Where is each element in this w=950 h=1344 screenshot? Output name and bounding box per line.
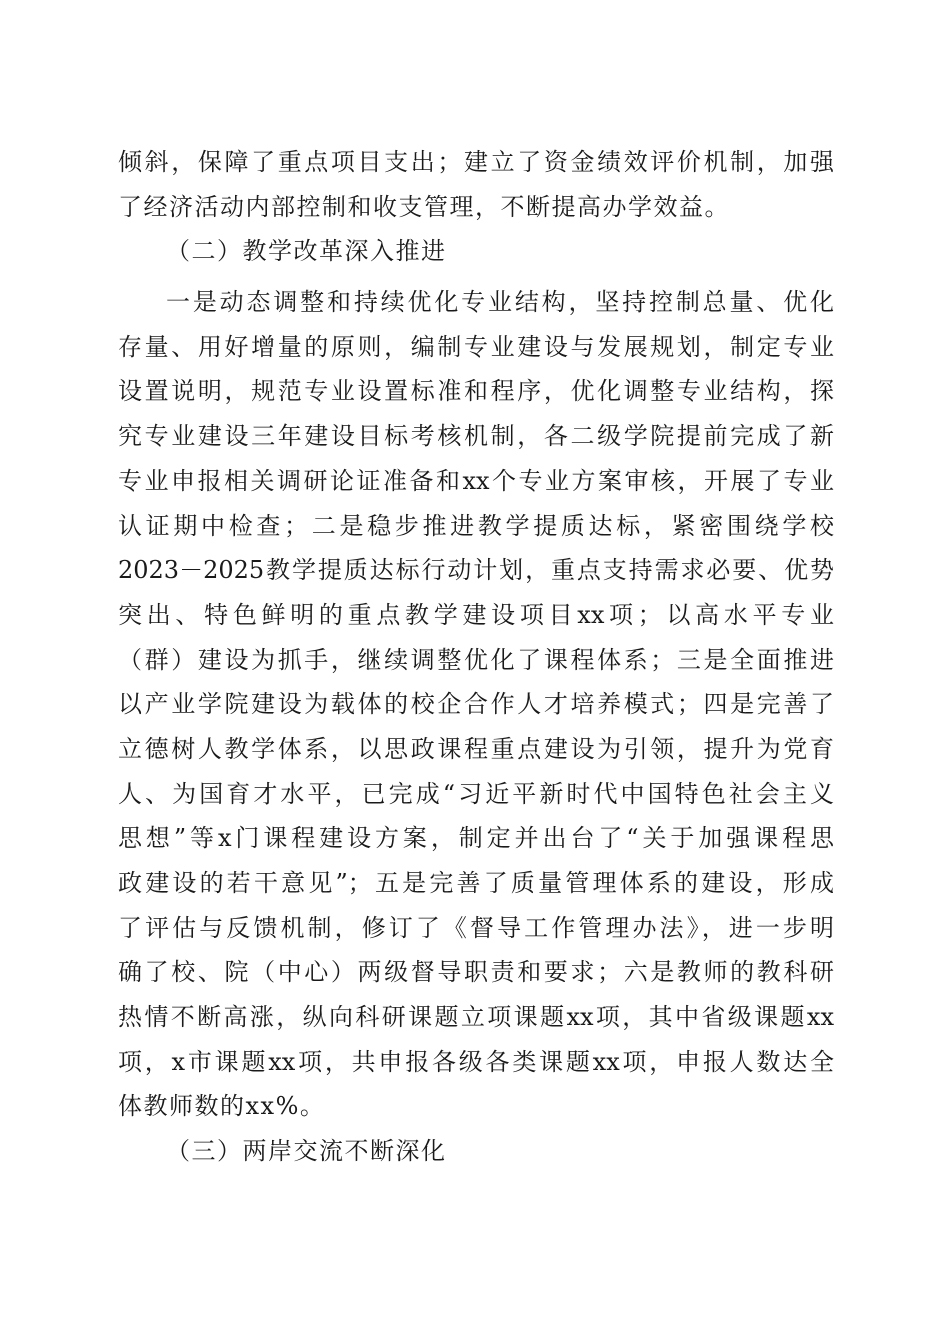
text-line: 热情不断高涨，纵向科研课题立项课题xx项，其中省级课题xx bbox=[118, 1003, 834, 1032]
section-heading-3: （三）两岸交流不断深化 bbox=[166, 1137, 447, 1166]
text-line: 2023－2025教学提质达标行动计划，重点支持需求必要、优势 bbox=[118, 556, 834, 585]
text-line: 了评估与反馈机制，修订了《督导工作管理办法》，进一步明 bbox=[118, 913, 834, 942]
text-line: 确了校、院（中心）两级督导职责和要求；六是教师的教科研 bbox=[118, 958, 834, 987]
text-line: 设置说明，规范专业设置标准和程序，优化调整专业结构，探 bbox=[118, 377, 834, 406]
text-line: 思想”等x门课程建设方案，制定并出台了“关于加强课程思 bbox=[118, 824, 834, 853]
text-line: 了经济活动内部控制和收支管理，不断提高办学效益。 bbox=[118, 192, 730, 221]
text-line: 专业申报相关调研论证准备和xx个专业方案审核，开展了专业 bbox=[118, 466, 834, 495]
section-heading-2: （二）教学改革深入推进 bbox=[166, 237, 447, 266]
intro-paragraph bbox=[118, 140, 834, 229]
text-line: 存量、用好增量的原则，编制专业建设与发展规划，制定专业 bbox=[118, 332, 834, 361]
text-line: 立德树人教学体系，以思政课程重点建设为引领，提升为党育 bbox=[118, 734, 834, 763]
text-line: 政建设的若干意见”；五是完善了质量管理体系的建设，形成 bbox=[118, 869, 834, 897]
text-line: 体教师数的xx%。 bbox=[118, 1092, 326, 1121]
text-line: 一是动态调整和持续优化专业结构，坚持控制总量、优化 bbox=[166, 288, 834, 317]
document-body bbox=[118, 140, 834, 1174]
text-line: 以产业学院建设为载体的校企合作人才培养模式；四是完善了 bbox=[118, 690, 834, 719]
text-line: 突出、特色鲜明的重点教学建设项目xx项；以高水平专业 bbox=[118, 600, 834, 629]
text-line: 认证期中检查；二是稳步推进教学提质达标，紧密围绕学校 bbox=[118, 511, 834, 540]
text-line: 项，x市课题xx项，共申报各级各类课题xx项，申报人数达全 bbox=[118, 1047, 834, 1076]
text-line: 究专业建设三年建设目标考核机制，各二级学院提前完成了新 bbox=[118, 422, 834, 451]
text-line: （群）建设为抓手，继续调整优化了课程体系；三是全面推进 bbox=[118, 645, 834, 674]
main-paragraph bbox=[118, 280, 834, 1129]
text-line: 人、为国育才水平，已完成“习近平新时代中国特色社会主义 bbox=[118, 779, 834, 808]
text-line: 倾斜，保障了重点项目支出；建立了资金绩效评价机制，加强 bbox=[118, 148, 834, 176]
